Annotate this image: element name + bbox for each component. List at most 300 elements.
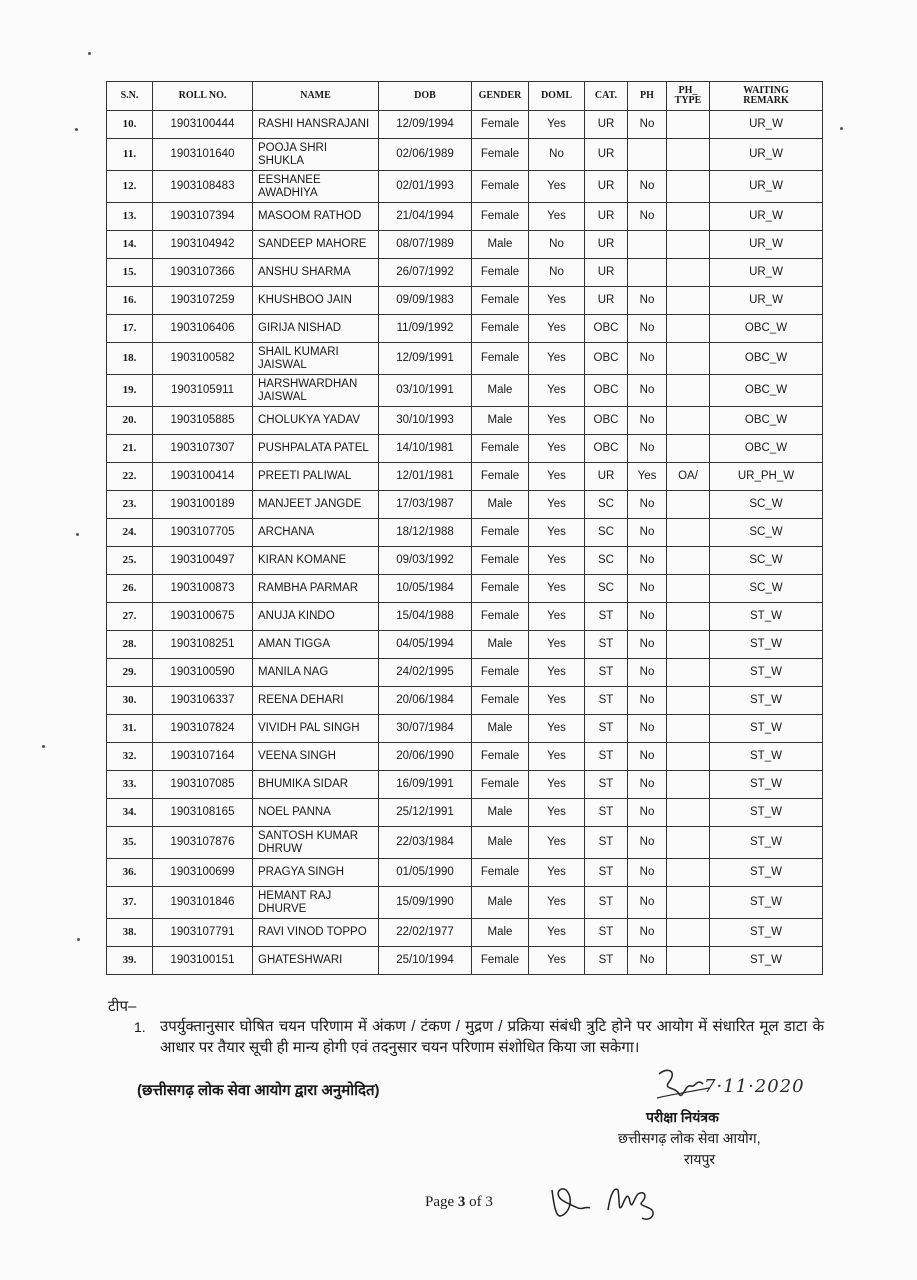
cell-name: ANSHU SHARMA (253, 259, 379, 287)
cell-doml: Yes (529, 315, 585, 343)
signature-date: 7·11·2020 (704, 1076, 805, 1097)
table-row (107, 947, 823, 975)
cell-ph: No (628, 343, 667, 375)
cell-gender: Female (472, 435, 529, 463)
cell-ph-type (667, 887, 710, 919)
scan-speck (88, 52, 91, 55)
cell-gender: Female (472, 859, 529, 887)
cell-ph (628, 259, 667, 287)
cell-roll-no: 1903107259 (153, 287, 253, 315)
cell-name: REENA DEHARI (253, 687, 379, 715)
cell-dob: 03/10/1991 (379, 375, 472, 407)
cell-doml: Yes (529, 715, 585, 743)
col-header-dob: DOB (379, 82, 472, 111)
cell-category: OBC (585, 343, 628, 375)
cell-dob: 16/09/1991 (379, 771, 472, 799)
cell-waiting-remark: ST_W (710, 631, 823, 659)
cell-roll-no: 1903107164 (153, 743, 253, 771)
table-row (107, 771, 823, 799)
cell-roll-no: 1903107394 (153, 203, 253, 231)
cell-doml: Yes (529, 203, 585, 231)
cell-category: ST (585, 743, 628, 771)
cell-waiting-remark: ST_W (710, 743, 823, 771)
cell-ph-type (667, 139, 710, 171)
cell-roll-no: 1903100189 (153, 491, 253, 519)
cell-category: OBC (585, 435, 628, 463)
cell-name: SANTOSH KUMAR DHRUW (253, 827, 379, 859)
cell-category: ST (585, 659, 628, 687)
cell-roll-no: 1903101846 (153, 887, 253, 919)
cell-dob: 20/06/1984 (379, 687, 472, 715)
cell-sn: 31. (107, 715, 153, 743)
cell-gender: Male (472, 715, 529, 743)
table-row (107, 575, 823, 603)
cell-roll-no: 1903107824 (153, 715, 253, 743)
cell-doml: Yes (529, 659, 585, 687)
cell-roll-no: 1903106406 (153, 315, 253, 343)
cell-dob: 14/10/1981 (379, 435, 472, 463)
cell-category: UR (585, 287, 628, 315)
controller-title: परीक्षा नियंत्रक (646, 1109, 719, 1125)
cell-sn: 27. (107, 603, 153, 631)
cell-name: ANUJA KINDO (253, 603, 379, 631)
cell-ph-type: OA/ (667, 463, 710, 491)
cell-roll-no: 1903100444 (153, 111, 253, 139)
cell-category: SC (585, 491, 628, 519)
note-text: उपर्युक्तानुसार घोषित चयन परिणाम में अंकण / टंकण / मुद्रण / प्रक्रिया संबंधी त्रुटि होने पर आयोग में संधारित मूल डाटा के आधार पर तैयार सूची ही मान्य होगी एवं तदनुसार चयन परिणाम संशोधित किया जा सकेगा। (160, 1018, 824, 1056)
cell-doml: No (529, 139, 585, 171)
table-row (107, 827, 823, 859)
col-header-category: CAT. (585, 82, 628, 111)
cell-roll-no: 1903107791 (153, 919, 253, 947)
cell-doml: Yes (529, 827, 585, 859)
cell-category: SC (585, 575, 628, 603)
cell-dob: 15/04/1988 (379, 603, 472, 631)
cell-ph: No (628, 919, 667, 947)
cell-gender: Male (472, 887, 529, 919)
cell-ph: No (628, 575, 667, 603)
cell-sn: 22. (107, 463, 153, 491)
cell-dob: 22/03/1984 (379, 827, 472, 859)
cell-doml: No (529, 259, 585, 287)
cell-waiting-remark: OBC_W (710, 435, 823, 463)
cell-ph-type (667, 547, 710, 575)
cell-gender: Female (472, 771, 529, 799)
table-row (107, 547, 823, 575)
table-row (107, 491, 823, 519)
cell-name: HARSHWARDHAN JAISWAL (253, 375, 379, 407)
cell-sn: 37. (107, 887, 153, 919)
cell-roll-no: 1903100590 (153, 659, 253, 687)
cell-sn: 14. (107, 231, 153, 259)
cell-name: HEMANT RAJ DHURVE (253, 887, 379, 919)
scan-speck (42, 745, 45, 748)
cell-sn: 34. (107, 799, 153, 827)
cell-category: UR (585, 171, 628, 203)
cell-sn: 17. (107, 315, 153, 343)
col-header-gender: GENDER (472, 82, 529, 111)
cell-gender: Female (472, 315, 529, 343)
scan-speck (75, 128, 78, 131)
cell-dob: 17/03/1987 (379, 491, 472, 519)
cell-waiting-remark: OBC_W (710, 407, 823, 435)
cell-ph: No (628, 603, 667, 631)
cell-ph-type (667, 947, 710, 975)
cell-roll-no: 1903107307 (153, 435, 253, 463)
cell-sn: 16. (107, 287, 153, 315)
cell-sn: 28. (107, 631, 153, 659)
cell-sn: 11. (107, 139, 153, 171)
cell-dob: 09/03/1992 (379, 547, 472, 575)
cell-ph-type (667, 799, 710, 827)
cell-waiting-remark: ST_W (710, 799, 823, 827)
cell-ph: No (628, 111, 667, 139)
cell-doml: Yes (529, 771, 585, 799)
col-header-doml: DOML (529, 82, 585, 111)
cell-ph-type (667, 343, 710, 375)
cell-roll-no: 1903101640 (153, 139, 253, 171)
cell-dob: 25/12/1991 (379, 799, 472, 827)
cell-name: KHUSHBOO JAIN (253, 287, 379, 315)
table-row (107, 687, 823, 715)
cell-ph: No (628, 375, 667, 407)
table-row (107, 919, 823, 947)
cell-ph: No (628, 687, 667, 715)
controller-signature-mark (655, 1064, 711, 1104)
cell-sn: 10. (107, 111, 153, 139)
cell-ph-type (667, 287, 710, 315)
cell-gender: Female (472, 203, 529, 231)
cell-ph (628, 139, 667, 171)
table-row (107, 375, 823, 407)
cell-name: SANDEEP MAHORE (253, 231, 379, 259)
cell-name: AMAN TIGGA (253, 631, 379, 659)
col-header-name: NAME (253, 82, 379, 111)
cell-ph: No (628, 519, 667, 547)
cell-doml: Yes (529, 111, 585, 139)
cell-category: OBC (585, 375, 628, 407)
note-number: 1. (134, 1019, 146, 1035)
cell-waiting-remark: UR_W (710, 287, 823, 315)
cell-waiting-remark: ST_W (710, 887, 823, 919)
table-row (107, 435, 823, 463)
cell-waiting-remark: UR_W (710, 111, 823, 139)
cell-dob: 12/01/1981 (379, 463, 472, 491)
cell-waiting-remark: UR_W (710, 259, 823, 287)
cell-doml: Yes (529, 687, 585, 715)
cell-ph-type (667, 519, 710, 547)
cell-category: ST (585, 631, 628, 659)
waiting-list-table (106, 81, 823, 975)
cell-dob: 08/07/1989 (379, 231, 472, 259)
cell-roll-no: 1903100151 (153, 947, 253, 975)
cell-sn: 36. (107, 859, 153, 887)
note-heading: टीप– (108, 998, 137, 1015)
cell-roll-no: 1903100675 (153, 603, 253, 631)
cell-category: ST (585, 859, 628, 887)
table-row (107, 287, 823, 315)
cell-category: SC (585, 519, 628, 547)
cell-doml: Yes (529, 463, 585, 491)
cell-dob: 21/04/1994 (379, 203, 472, 231)
cell-name: GIRIJA NISHAD (253, 315, 379, 343)
cell-sn: 13. (107, 203, 153, 231)
cell-ph-type (667, 435, 710, 463)
col-header-ph: PH (628, 82, 667, 111)
cell-waiting-remark: UR_W (710, 231, 823, 259)
cell-dob: 26/07/1992 (379, 259, 472, 287)
cell-sn: 26. (107, 575, 153, 603)
cell-gender: Female (472, 947, 529, 975)
cell-dob: 11/09/1992 (379, 315, 472, 343)
cell-category: UR (585, 259, 628, 287)
col-header-sn: S.N. (107, 82, 153, 111)
page-number: Page 3 of 3 (425, 1194, 493, 1210)
cell-name: MANJEET JANGDE (253, 491, 379, 519)
cell-ph: No (628, 715, 667, 743)
table-row (107, 519, 823, 547)
table-row (107, 407, 823, 435)
cell-category: ST (585, 887, 628, 919)
cell-name: PRAGYA SINGH (253, 859, 379, 887)
cell-sn: 30. (107, 687, 153, 715)
cell-waiting-remark: ST_W (710, 919, 823, 947)
cell-ph: No (628, 547, 667, 575)
cell-gender: Male (472, 231, 529, 259)
cell-sn: 21. (107, 435, 153, 463)
cell-waiting-remark: SC_W (710, 547, 823, 575)
cell-sn: 33. (107, 771, 153, 799)
cell-dob: 02/06/1989 (379, 139, 472, 171)
cell-dob: 22/02/1977 (379, 919, 472, 947)
cell-doml: Yes (529, 743, 585, 771)
cell-ph (628, 231, 667, 259)
cell-roll-no: 1903100497 (153, 547, 253, 575)
cell-name: RAVI VINOD TOPPO (253, 919, 379, 947)
cell-ph-type (667, 919, 710, 947)
table-row (107, 463, 823, 491)
cell-doml: Yes (529, 631, 585, 659)
cell-name: RASHI HANSRAJANI (253, 111, 379, 139)
cell-gender: Male (472, 827, 529, 859)
cell-ph-type (667, 743, 710, 771)
cell-gender: Female (472, 659, 529, 687)
cell-category: UR (585, 111, 628, 139)
cell-category: SC (585, 547, 628, 575)
table-row (107, 343, 823, 375)
cell-gender: Male (472, 407, 529, 435)
cell-dob: 24/02/1995 (379, 659, 472, 687)
cell-category: ST (585, 771, 628, 799)
cell-name: RAMBHA PARMAR (253, 575, 379, 603)
table-row (107, 887, 823, 919)
cell-ph-type (667, 111, 710, 139)
cell-name: PREETI PALIWAL (253, 463, 379, 491)
cell-ph: No (628, 435, 667, 463)
cell-category: ST (585, 799, 628, 827)
cell-name: POOJA SHRI SHUKLA (253, 139, 379, 171)
cell-category: ST (585, 919, 628, 947)
cell-roll-no: 1903108251 (153, 631, 253, 659)
cell-doml: Yes (529, 491, 585, 519)
cell-dob: 09/09/1983 (379, 287, 472, 315)
cell-sn: 35. (107, 827, 153, 859)
col-header-ph-type: PH_ TYPE (667, 82, 710, 111)
cell-name: NOEL PANNA (253, 799, 379, 827)
cell-ph-type (667, 687, 710, 715)
cell-roll-no: 1903105911 (153, 375, 253, 407)
cell-gender: Female (472, 139, 529, 171)
cell-category: ST (585, 715, 628, 743)
scan-speck (77, 938, 80, 941)
cell-ph-type (667, 491, 710, 519)
cell-ph-type (667, 171, 710, 203)
cell-roll-no: 1903107876 (153, 827, 253, 859)
cell-sn: 32. (107, 743, 153, 771)
cell-category: UR (585, 139, 628, 171)
cell-ph: No (628, 859, 667, 887)
cell-doml: Yes (529, 519, 585, 547)
table-row (107, 743, 823, 771)
cell-waiting-remark: ST_W (710, 603, 823, 631)
cell-waiting-remark: ST_W (710, 827, 823, 859)
cell-ph: No (628, 407, 667, 435)
cell-category: UR (585, 463, 628, 491)
cell-ph: No (628, 315, 667, 343)
cell-gender: Female (472, 111, 529, 139)
cell-sn: 24. (107, 519, 153, 547)
cell-dob: 15/09/1990 (379, 887, 472, 919)
table-row (107, 603, 823, 631)
cell-doml: Yes (529, 947, 585, 975)
table-row (107, 631, 823, 659)
cell-dob: 20/06/1990 (379, 743, 472, 771)
cell-waiting-remark: ST_W (710, 687, 823, 715)
cell-sn: 12. (107, 171, 153, 203)
cell-sn: 19. (107, 375, 153, 407)
cell-gender: Male (472, 631, 529, 659)
cell-gender: Female (472, 547, 529, 575)
cell-name: KIRAN KOMANE (253, 547, 379, 575)
cell-ph: No (628, 887, 667, 919)
cell-name: ARCHANA (253, 519, 379, 547)
cell-waiting-remark: OBC_W (710, 343, 823, 375)
cell-roll-no: 1903100873 (153, 575, 253, 603)
cell-name: EESHANEE AWADHIYA (253, 171, 379, 203)
cell-ph-type (667, 203, 710, 231)
cell-sn: 38. (107, 919, 153, 947)
cell-ph-type (667, 771, 710, 799)
cell-doml: Yes (529, 435, 585, 463)
cell-ph: No (628, 799, 667, 827)
cell-doml: Yes (529, 343, 585, 375)
cell-category: ST (585, 687, 628, 715)
cell-dob: 12/09/1991 (379, 343, 472, 375)
cell-waiting-remark: SC_W (710, 575, 823, 603)
cell-sn: 18. (107, 343, 153, 375)
cell-gender: Female (472, 171, 529, 203)
cell-doml: Yes (529, 287, 585, 315)
cell-category: ST (585, 827, 628, 859)
cell-name: VEENA SINGH (253, 743, 379, 771)
cell-ph-type (667, 859, 710, 887)
cell-category: UR (585, 231, 628, 259)
initials-signature (548, 1176, 678, 1230)
cell-waiting-remark: OBC_W (710, 375, 823, 407)
cell-doml: Yes (529, 171, 585, 203)
scan-speck (76, 533, 79, 536)
cell-doml: Yes (529, 859, 585, 887)
cell-waiting-remark: ST_W (710, 859, 823, 887)
cell-gender: Female (472, 343, 529, 375)
cell-name: CHOLUKYA YADAV (253, 407, 379, 435)
cell-doml: Yes (529, 547, 585, 575)
cell-dob: 30/10/1993 (379, 407, 472, 435)
controller-city: रायपुर (684, 1151, 716, 1167)
cell-waiting-remark: UR_W (710, 171, 823, 203)
cell-name: GHATESHWARI (253, 947, 379, 975)
approval-line: (छत्तीसगढ़ लोक सेवा आयोग द्वारा अनुमोदित) (137, 1082, 380, 1099)
cell-ph: No (628, 287, 667, 315)
cell-roll-no: 1903100699 (153, 859, 253, 887)
cell-doml: No (529, 231, 585, 259)
cell-doml: Yes (529, 575, 585, 603)
cell-category: ST (585, 947, 628, 975)
cell-sn: 23. (107, 491, 153, 519)
cell-gender: Female (472, 287, 529, 315)
cell-doml: Yes (529, 375, 585, 407)
cell-ph: No (628, 771, 667, 799)
cell-ph: No (628, 743, 667, 771)
table-row (107, 171, 823, 203)
cell-ph-type (667, 603, 710, 631)
cell-doml: Yes (529, 799, 585, 827)
cell-waiting-remark: OBC_W (710, 315, 823, 343)
cell-doml: Yes (529, 887, 585, 919)
col-header-roll-no: ROLL NO. (153, 82, 253, 111)
cell-gender: Female (472, 519, 529, 547)
cell-waiting-remark: ST_W (710, 715, 823, 743)
table-row (107, 203, 823, 231)
cell-roll-no: 1903100582 (153, 343, 253, 375)
cell-dob: 04/05/1994 (379, 631, 472, 659)
cell-gender: Female (472, 575, 529, 603)
cell-roll-no: 1903107366 (153, 259, 253, 287)
cell-ph-type (667, 375, 710, 407)
table-row (107, 659, 823, 687)
cell-ph-type (667, 315, 710, 343)
cell-name: VIVIDH PAL SINGH (253, 715, 379, 743)
cell-ph: No (628, 491, 667, 519)
cell-waiting-remark: UR_W (710, 203, 823, 231)
cell-gender: Female (472, 743, 529, 771)
cell-ph: No (628, 947, 667, 975)
cell-category: OBC (585, 315, 628, 343)
cell-ph-type (667, 715, 710, 743)
cell-ph: Yes (628, 463, 667, 491)
cell-roll-no: 1903107085 (153, 771, 253, 799)
cell-sn: 20. (107, 407, 153, 435)
table-row (107, 859, 823, 887)
cell-dob: 30/07/1984 (379, 715, 472, 743)
cell-gender: Male (472, 491, 529, 519)
cell-ph: No (628, 659, 667, 687)
cell-ph-type (667, 827, 710, 859)
cell-category: ST (585, 603, 628, 631)
cell-roll-no: 1903108165 (153, 799, 253, 827)
cell-sn: 25. (107, 547, 153, 575)
cell-name: SHAIL KUMARI JAISWAL (253, 343, 379, 375)
